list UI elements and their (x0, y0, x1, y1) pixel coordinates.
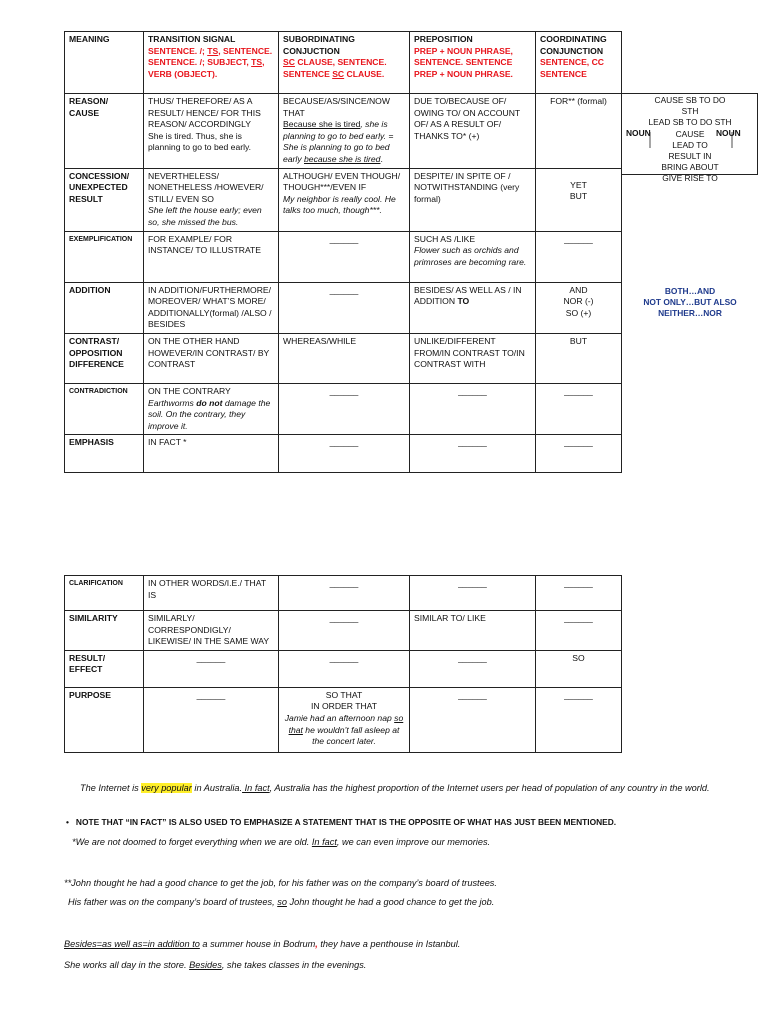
connectors-table-2 (64, 575, 622, 753)
cell-preposition: SIMILAR TO/ LIKE (410, 611, 536, 651)
table-row (65, 333, 622, 383)
cell-coordinating: ______ (536, 687, 622, 752)
cell-preposition: ______ (410, 435, 536, 473)
besides-preposition-example: Besides=as well as=in addition to a summer house in Bodrum, they have a penthouse in Istanbul. (64, 939, 461, 949)
cell-coordinating: AND NOR (-) SO (+) (536, 282, 622, 333)
table-row (65, 435, 622, 473)
row-meaning: EXEMPLIFICATION (65, 231, 144, 282)
cell-subordinating: ______ (279, 231, 410, 282)
cell-preposition: SUCH AS /LIKE Flower such as orchids and primroses are becoming rare. (410, 231, 536, 282)
cell-preposition: ______ (410, 687, 536, 752)
subordinating-pattern: SC CLAUSE, SENTENCE. SENTENCE SC CLAUSE. (283, 57, 387, 79)
table-row (65, 383, 622, 434)
paired-conjunctions: BOTH…AND NOT ONLY…BUT ALSO NEITHER…NOR (643, 286, 737, 319)
cell-preposition: ______ (410, 383, 536, 434)
noun-left-label: NOUN (626, 128, 651, 138)
cell-transition: IN FACT * (144, 435, 279, 473)
cell-coordinating: ______ (536, 383, 622, 434)
cell-transition: ON THE OTHER HAND HOWEVER/IN CONTRAST/ BY CONTRAST (144, 333, 279, 383)
row-meaning: CONCESSION/ UNEXPECTED RESULT (65, 168, 144, 231)
cell-transition: IN ADDITION/FURTHERMORE/ MOREOVER/ WHAT’S MORE/ ADDITIONALLY(formal) /ALSO / BESIDES (144, 282, 279, 333)
cell-coordinating: BUT (536, 333, 622, 383)
cause-verbs-list: CAUSE SB TO DO STH LEAD SB TO DO STH CAUSE LEAD TO RESULT IN BRING ABOUT GIVE RISE TO (648, 95, 732, 184)
header-coordinating-conjunction: COORDINATING CONJUNCTION SENTENCE, CC SENTENCE (536, 32, 622, 94)
row-meaning: CONTRADICTION (65, 383, 144, 434)
table-row (65, 168, 622, 231)
header-preposition: PREPOSITION PREP + NOUN PHRASE, SENTENCE. SENTENCE PREP + NOUN PHRASE. (410, 32, 536, 94)
cell-coordinating: FOR** (formal) (536, 94, 622, 169)
cell-transition: SIMILARLY/ CORRESPONDIGLY/ LIKEWISE/ IN THE SAME WAY (144, 611, 279, 651)
transition-signal-pattern: SENTENCE. /; TS, SENTENCE. SENTENCE. /; SUBJECT, TS, VERB (OBJECT). (148, 45, 273, 79)
cell-coordinating: ______ (536, 576, 622, 611)
header-meaning: MEANING (65, 32, 144, 94)
table-row (65, 282, 622, 333)
cell-preposition: UNLIKE/DIFFERENT FROM/IN CONTRAST TO/IN CONTRAST WITH (410, 333, 536, 383)
cell-transition: ______ (144, 650, 279, 687)
cell-coordinating: YET BUT (536, 168, 622, 231)
cell-subordinating: WHEREAS/WHILE (279, 333, 410, 383)
cell-subordinating: ______ (279, 282, 410, 333)
cell-subordinating: BECAUSE/AS/SINCE/NOW THAT Because she is tired, she is planning to go to bed early. = She is planning to go to bed early because she is tired. (279, 94, 410, 169)
cell-subordinating: ______ (279, 435, 410, 473)
cell-coordinating: ______ (536, 435, 622, 473)
header-transition-signal: TRANSITION SIGNAL SENTENCE. /; TS, SENTENCE. SENTENCE. /; SUBJECT, TS, VERB (OBJECT). (144, 32, 279, 94)
so-example: His father was on the company’s board of trustees, so John thought he had a good chance to get the job. (68, 897, 495, 907)
cell-subordinating: SO THAT IN ORDER THAT Jamie had an afternoon nap so that he wouldn’t fall asleep at the concert later. (279, 687, 410, 752)
cell-subordinating: ALTHOUGH/ EVEN THOUGH/ THOUGH***/EVEN IF My neighbor is really cool. He talks too much, though***. (279, 168, 410, 231)
in-fact-note: • NOTE THAT “IN FACT” IS ALSO USED TO EMPHASIZE A STATEMENT THAT IS THE OPPOSITE OF WHAT HAS JUST BEEN MENTIONED. (66, 817, 617, 827)
row-meaning: REASON/ CAUSE (65, 94, 144, 169)
cell-transition: ______ (144, 687, 279, 752)
cell-preposition: BESIDES/ AS WELL AS / IN ADDITION TO (410, 282, 536, 333)
cell-subordinating: ______ (279, 383, 410, 434)
cell-subordinating: ______ (279, 611, 410, 651)
cell-transition: IN OTHER WORDS/I.E./ THAT IS (144, 576, 279, 611)
in-fact-example: The Internet is very popular in Australia. In fact, Australia has the highest proportion of the Internet users per head of population of any country in the world. (80, 783, 710, 793)
noun-right-label: NOUN (716, 128, 741, 138)
cell-preposition: ______ (410, 576, 536, 611)
table-row (65, 650, 622, 687)
cell-coordinating: ______ (536, 611, 622, 651)
row-meaning: CLARIFICATION (65, 576, 144, 611)
row-meaning: CONTRAST/ OPPOSITION DIFFERENCE (65, 333, 144, 383)
cell-coordinating: ______ (536, 231, 622, 282)
besides-transition-example: She works all day in the store. Besides, she takes classes in the evenings. (64, 960, 367, 970)
row-meaning: RESULT/ EFFECT (65, 650, 144, 687)
cell-preposition: ______ (410, 650, 536, 687)
table-row (65, 231, 622, 282)
row-meaning: EMPHASIS (65, 435, 144, 473)
cell-preposition: DUE TO/BECAUSE OF/ OWING TO/ ON ACCOUNT OF/ AS A RESULT OF/ THANKS TO* (+) (410, 94, 536, 169)
table-row (65, 611, 622, 651)
cell-transition: FOR EXAMPLE/ FOR INSTANCE/ TO ILLUSTRATE (144, 231, 279, 282)
bullet-icon: • (66, 817, 69, 827)
table-header-row (65, 32, 622, 94)
cell-subordinating: ______ (279, 650, 410, 687)
cell-subordinating: ______ (279, 576, 410, 611)
cell-preposition: DESPITE/ IN SPITE OF / NOTWITHSTANDING (very formal) (410, 168, 536, 231)
connectors-table (64, 31, 622, 473)
cell-transition: ON THE CONTRARY Earthworms do not damage the soil. On the contrary, they improve it. (144, 383, 279, 434)
for-example: **John thought he had a good chance to get the job, for his father was on the company’s board of trustees. (64, 878, 497, 888)
table-row (65, 687, 622, 752)
in-fact-contrast-example: *We are not doomed to forget everything when we are old. In fact, we can even improve our memories. (72, 837, 491, 847)
cell-transition: THUS/ THEREFORE/ AS A RESULT/ HENCE/ FOR THIS REASON/ ACCORDINGLY She is tired. Thus, she is planning to go to bed early. (144, 94, 279, 169)
table-row (65, 94, 622, 169)
cell-transition: NEVERTHELESS/ NONETHELESS /HOWEVER/ STILL/ EVEN SO She left the house early; even so, she missed the bus. (144, 168, 279, 231)
header-subordinating-conjunction: SUBORDINATING CONJUCTION SC CLAUSE, SENTENCE. SENTENCE SC CLAUSE. (279, 32, 410, 94)
table-row (65, 576, 622, 611)
row-meaning: ADDITION (65, 282, 144, 333)
bracket-lines (648, 130, 734, 150)
row-meaning: PURPOSE (65, 687, 144, 752)
cell-coordinating: SO (536, 650, 622, 687)
row-meaning: SIMILARITY (65, 611, 144, 651)
